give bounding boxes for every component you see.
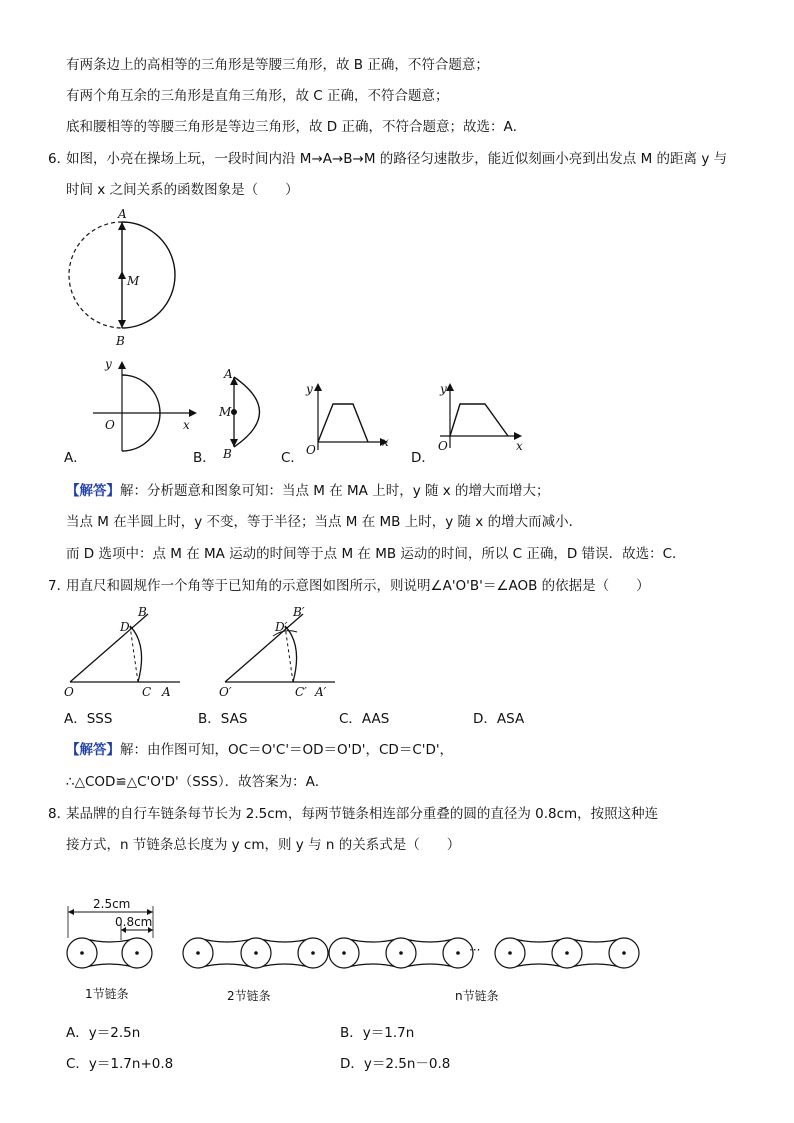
q8-option-a[interactable]: A．y＝2.5n	[66, 1025, 141, 1041]
arrow-up-middle	[118, 271, 126, 279]
answer-label: 【解答】	[66, 742, 120, 758]
chain-label-1: 1节链条	[85, 987, 129, 1001]
q6-option-d-graph	[430, 378, 530, 458]
circle-label-b: B	[116, 334, 125, 348]
q8-stem-line-1: 某品牌的自行车链条每节长为 2.5cm，每两节链条相连部分重叠的圆的直径为 0.8cm，按照这种连	[66, 806, 659, 822]
fig1-label-b: B	[138, 605, 147, 619]
dashed-semicircle	[69, 222, 122, 328]
q8-number: 8．	[48, 806, 71, 822]
q6-option-a-graph	[85, 353, 205, 458]
q8-option-d[interactable]: D．y＝2.5n－0.8	[340, 1056, 451, 1072]
fig1-label-c: C	[142, 685, 152, 699]
q6-number: 6．	[48, 151, 71, 167]
chain-ellipsis: ···	[469, 943, 481, 957]
parabola-curve	[234, 377, 260, 447]
q7-answer-text: 解：由作图可知，OC＝O'C'＝OD＝O'D'，CD＝C'D'，	[120, 742, 454, 758]
q6-option-b-graph	[215, 365, 285, 460]
q6-option-c[interactable]: C．	[281, 450, 304, 466]
axis-y-label: y	[105, 357, 112, 371]
q6-answer-line-2: 当点 M 在半圆上时，y 不变，等于半径；当点 M 在 MB 上时，y 随 x 的增大而减小．	[66, 514, 583, 530]
q7-number: 7．	[48, 578, 71, 594]
prev-solution-line-2: 有两个角互余的三角形是直角三角形，故 C 正确，不符合题意；	[66, 88, 449, 104]
q6-answer-line-3: 而 D 选项中：点 M 在 MA 运动的时间等于点 M 在 MB 运动的时间，所以 C 正确，D 错误．故选：C．	[66, 546, 686, 562]
fig2-label-c: C′	[295, 685, 307, 699]
q8-chain-figure	[55, 890, 655, 1015]
graph-b-label-b: B	[223, 447, 232, 460]
dim-total-label: 2.5cm	[93, 897, 131, 911]
q8-option-c[interactable]: C．y＝1.7n+0.8	[66, 1056, 174, 1072]
q6-stem-line-1: 如图，小亮在操场上玩，一段时间内沿 M→A→B→M 的路径匀速散步，能近似刻画小亮到出发点 M 的距离 y 与	[66, 151, 728, 167]
q7-figure-1	[60, 600, 190, 700]
q6-stem-line-2: 时间 x 之间关系的函数图象是（ ）	[66, 182, 299, 198]
fig2-label-a: A′	[315, 685, 327, 699]
q6-answer-line-1	[66, 482, 550, 500]
circle-label-m: M	[127, 274, 140, 288]
fig1-label-o: O	[64, 685, 74, 699]
fig2-label-o: O′	[219, 685, 232, 699]
q6-option-b[interactable]: B．	[193, 450, 216, 466]
axis-x-label: x	[183, 418, 190, 432]
chain-label-2: 2节链条	[227, 989, 271, 1003]
q7-option-c[interactable]: C．AAS	[339, 711, 390, 727]
axis-origin-label: O	[306, 443, 316, 457]
prev-solution-line-3: 底和腰相等的等腰三角形是等边三角形，故 D 正确，不符合题意；故选：A．	[66, 119, 527, 135]
prev-solution-line-1: 有两条边上的高相等的三角形是等腰三角形，故 B 正确，不符合题意；	[66, 57, 489, 73]
q6-circle-figure	[55, 205, 195, 350]
graph-b-label-a: A	[224, 367, 233, 381]
fig2-label-d: D′	[275, 620, 288, 634]
chain-links-2	[183, 938, 328, 968]
axis-y-label: y	[440, 382, 447, 396]
q7-option-b[interactable]: B．SAS	[198, 711, 248, 727]
axis-origin-label: O	[105, 418, 115, 432]
circle-label-a: A	[118, 207, 127, 221]
q8-stem-line-2: 接方式，n 节链条总长度为 y cm，则 y 与 n 的关系式是（ ）	[66, 837, 461, 853]
trapezoid-line	[318, 404, 368, 442]
axis-y-label: y	[306, 382, 313, 396]
fig2-label-b: B′	[293, 605, 305, 619]
q7-stem: 用直尺和圆规作一个角等于已知角的示意图如图所示，则说明∠A'O'B'＝∠AOB 的依据是（ ）	[66, 578, 650, 594]
chain-label-n: n节链条	[455, 989, 499, 1003]
arrow-up-top	[118, 222, 126, 230]
q6-option-c-graph	[298, 378, 393, 458]
fig1-label-a: A	[162, 685, 171, 699]
trapezoid-line	[450, 404, 508, 436]
q6-option-d[interactable]: D．	[411, 450, 435, 466]
chain-link-1	[67, 938, 152, 968]
q7-answer-line-1	[66, 741, 453, 759]
axis-origin-label: O	[438, 439, 448, 453]
axis-x-label: x	[382, 435, 389, 449]
chain-links-n	[329, 938, 639, 968]
q6-option-a[interactable]: A．	[64, 450, 87, 466]
arrow-down-bottom	[118, 320, 126, 328]
dim-overlap-label: 0.8cm	[115, 915, 153, 929]
q7-option-d[interactable]: D．ASA	[473, 711, 525, 727]
q7-answer-line-2: ∴△COD≌△C'O'D'（SSS）．故答案为：A．	[66, 774, 329, 790]
answer-label: 【解答】	[66, 483, 120, 499]
q8-option-b[interactable]: B．y＝1.7n	[340, 1025, 415, 1041]
axis-x-label: x	[516, 439, 523, 453]
q7-option-a[interactable]: A．SSS	[64, 711, 113, 727]
q7-figure-2	[215, 600, 345, 700]
q6-answer-text: 解：分析题意和图象可知：当点 M 在 MA 上时，y 随 x 的增大而增大；	[120, 483, 550, 499]
graph-b-label-m: M	[219, 405, 232, 419]
fig1-label-d: D	[120, 620, 130, 634]
